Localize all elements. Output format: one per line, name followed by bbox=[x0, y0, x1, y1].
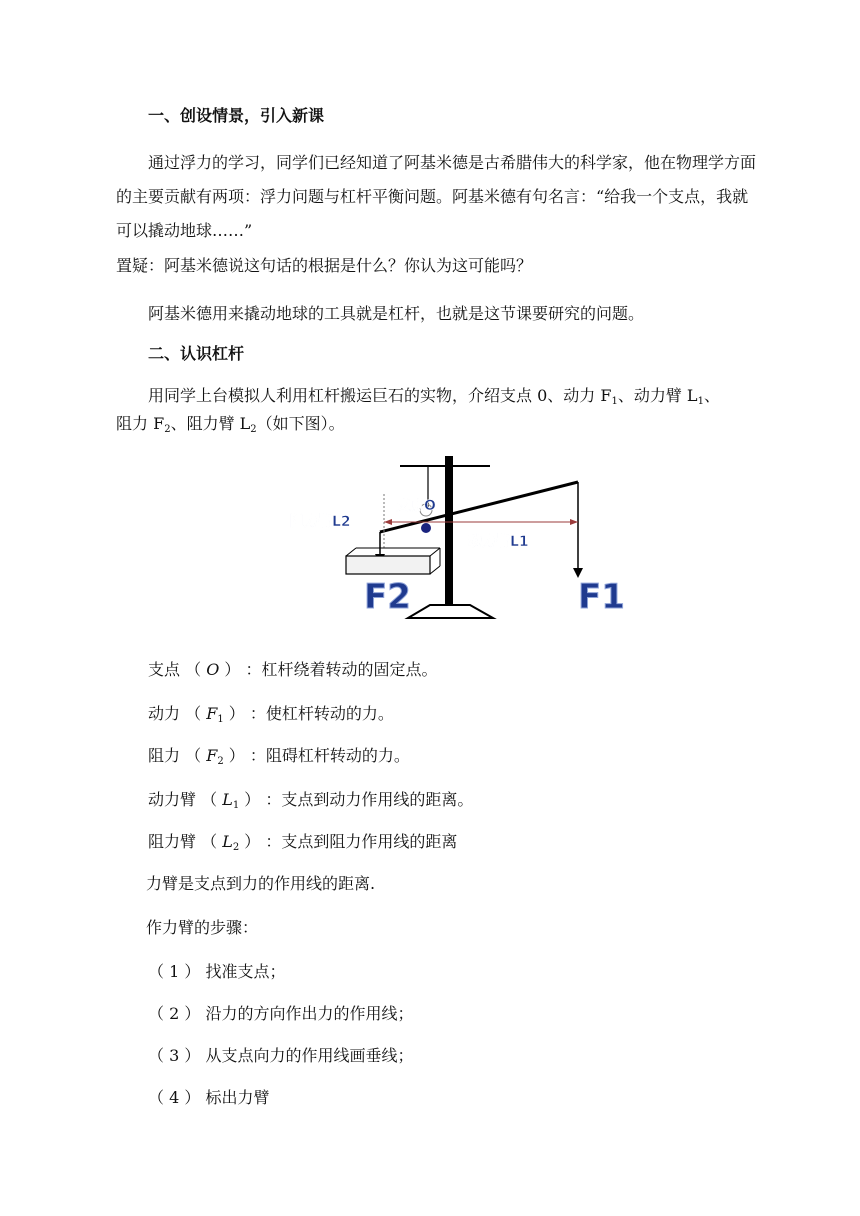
resistance-arm-label: 阻力臂L2 bbox=[290, 514, 351, 530]
definition-resistance-arm: 阻力臂 （ $L_2$ ） ：支点到阻力作用线的距离 bbox=[148, 832, 458, 853]
lever-intro-line2: 阻力 $F_2$、阻力臂 $L_2$（如下图）。 bbox=[116, 414, 345, 435]
stand-base bbox=[408, 605, 493, 618]
intro-paragraph: 通过浮力的学习，同学们已经知道了阿基米德是古希腊伟大的科学家，他在物理学方面的主要贡献有两项：浮力问题与杠杆平衡问题。阿基米德有句名言：“给我一个支点，我就可以撬动地球……” bbox=[116, 153, 757, 240]
arm-arrow-right bbox=[570, 519, 578, 525]
section1-heading: 一、创设情景，引入新课 bbox=[148, 106, 325, 125]
definition-effort-arm: 动力臂 （ $L_1$ ） ：支点到动力作用线的距离。 bbox=[148, 790, 474, 811]
tool-paragraph: 阿基米德用来撬动地球的工具就是杠杆，也就是这节课要研究的问题。 bbox=[148, 304, 645, 323]
definition-effort: 动力 （ $F_1$ ） ：使杠杆转动的力。 bbox=[148, 704, 394, 725]
question-line: 置疑：阿基米德说这句话的根据是什么？你认为这可能吗？ bbox=[116, 256, 533, 275]
lever-diagram bbox=[280, 440, 625, 620]
arm-note: 力臂是支点到力的作用线的距离. bbox=[146, 874, 376, 893]
step-item: （ 3 ） 从支点向力的作用线画垂线； bbox=[148, 1046, 414, 1065]
section2-heading: 二、认识杠杆 bbox=[148, 344, 245, 363]
stand-post bbox=[445, 456, 453, 606]
step-item: （ 2 ） 沿力的方向作出力的作用线； bbox=[148, 1004, 414, 1023]
lever-intro-line1: 用同学上台模拟人利用杠杆搬运巨石的实物，介绍支点 0、动力 $F_1$、动力臂 $L_1$、 bbox=[148, 386, 720, 407]
F2-label: F2 bbox=[364, 577, 411, 617]
stone-block bbox=[346, 556, 430, 574]
step-item: （ 1 ） 找准支点； bbox=[148, 962, 286, 981]
step-item: （ 4 ） 标出力臂 bbox=[148, 1088, 270, 1107]
steps-title: 作力臂的步骤： bbox=[146, 918, 259, 937]
F1-label: F1 bbox=[578, 577, 625, 617]
pivot-point bbox=[421, 523, 431, 533]
fulcrum-label: 支点O bbox=[396, 498, 436, 514]
definition-resistance: 阻力 （ $F_2$ ） ：阻碍杠杆转动的力。 bbox=[148, 746, 410, 767]
arm-arrow-left bbox=[384, 519, 392, 525]
definition-fulcrum: 支点 （ O ） ：杠杆绕着转动的固定点。 bbox=[148, 660, 438, 679]
effort-arm-label: 动力臂L1 bbox=[468, 534, 529, 550]
